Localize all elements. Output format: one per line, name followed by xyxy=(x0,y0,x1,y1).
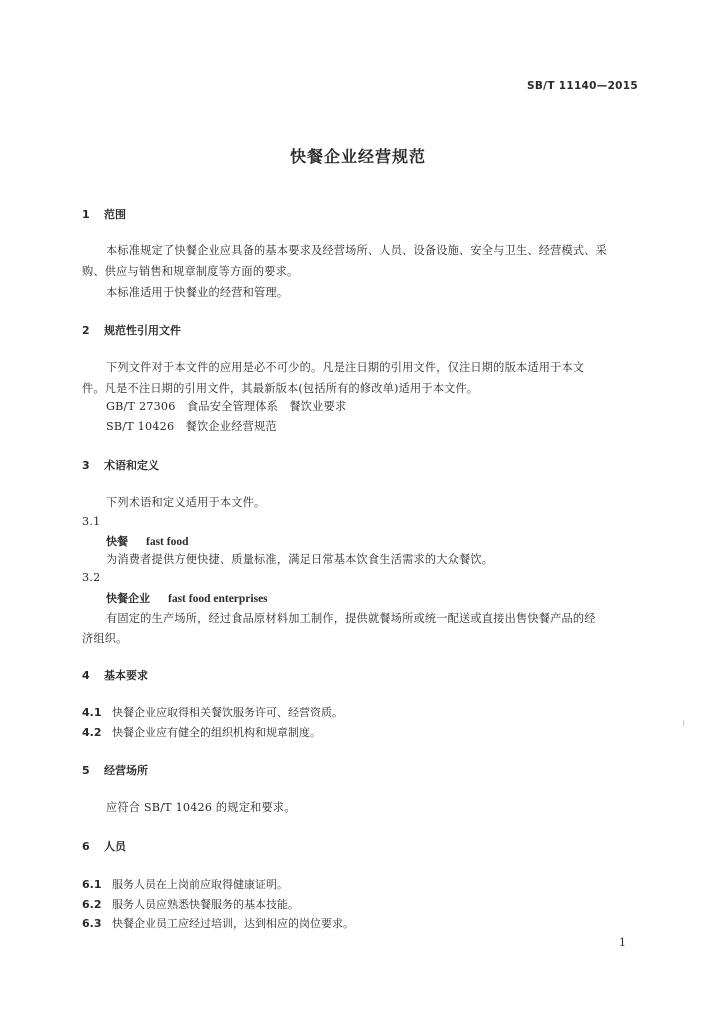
clause-6-2 xyxy=(82,896,299,912)
section-1-para-1-line-1: 本标准规定了快餐企业应具备的基本要求及经营场所、人员、设备设施、安全与卫生、经营模式、采 xyxy=(106,244,608,257)
clause-6-3-text: 快餐企业员工应经过培训，达到相应的岗位要求。 xyxy=(112,917,354,930)
scan-artifact xyxy=(683,720,684,726)
term-3-2-definition-line-2: 济组织。 xyxy=(82,632,128,645)
clause-6-1-text: 服务人员在上岗前应取得健康证明。 xyxy=(112,878,288,891)
section-5-para: 应符合 SB/T 10426 的规定和要求。 xyxy=(106,801,296,814)
standard-code: SB/T 11140—2015 xyxy=(527,80,638,92)
clause-6-3 xyxy=(82,915,354,931)
section-2-number: 2 xyxy=(82,324,90,337)
section-3-intro: 下列术语和定义适用于本文件。 xyxy=(106,496,266,509)
section-2-para-line-2: 件。凡是不注日期的引用文件，其最新版本(包括所有的修改单)适用于本文件。 xyxy=(82,382,479,395)
normative-reference-2: SB/T 10426 餐饮企业经营规范 xyxy=(106,420,277,433)
term-3-2-number: 3.2 xyxy=(82,571,101,584)
term-3-2-english: fast food enterprises xyxy=(168,593,268,605)
section-4-heading xyxy=(82,667,148,683)
clause-4-1 xyxy=(82,704,343,720)
term-3-1-definition: 为消费者提供方便快捷、质量标准，满足日常基本饮食生活需求的大众餐饮。 xyxy=(106,553,494,566)
clause-6-1-number: 6.1 xyxy=(82,878,102,891)
page-number: 1 xyxy=(619,936,626,949)
section-3-number: 3 xyxy=(82,459,90,472)
section-6-title: 人员 xyxy=(104,840,126,853)
term-3-2-definition-line-1: 有固定的生产场所，经过食品原材料加工制作，提供就餐场所或统一配送或直接出售快餐产品的经 xyxy=(106,612,596,625)
section-5-heading xyxy=(82,762,148,778)
section-3-heading xyxy=(82,457,159,473)
clause-6-1 xyxy=(82,876,288,892)
section-1-heading xyxy=(82,206,126,222)
clause-6-2-text: 服务人员应熟悉快餐服务的基本技能。 xyxy=(112,898,299,911)
section-6-number: 6 xyxy=(82,840,90,853)
term-3-1 xyxy=(106,533,189,549)
section-2-para-line-1: 下列文件对于本文件的应用是必不可少的。凡是注日期的引用文件，仅注日期的版本适用于本文 xyxy=(106,361,585,374)
clause-4-1-text: 快餐企业应取得相关餐饮服务许可、经营资质。 xyxy=(112,706,343,719)
section-4-title: 基本要求 xyxy=(104,669,148,682)
clause-6-2-number: 6.2 xyxy=(82,898,102,911)
term-3-2-chinese: 快餐企业 xyxy=(106,592,150,605)
section-6-heading xyxy=(82,838,126,854)
section-1-number: 1 xyxy=(82,208,90,221)
section-1-para-2: 本标准适用于快餐业的经营和管理。 xyxy=(106,286,289,299)
clause-4-2-number: 4.2 xyxy=(82,726,102,739)
section-1-title: 范围 xyxy=(104,208,126,221)
term-3-1-chinese: 快餐 xyxy=(106,535,128,548)
section-5-number: 5 xyxy=(82,764,90,777)
section-3-title: 术语和定义 xyxy=(104,459,159,472)
term-3-2 xyxy=(106,590,268,606)
term-3-1-english: fast food xyxy=(146,536,189,548)
clause-6-3-number: 6.3 xyxy=(82,917,102,930)
section-1-para-1-line-2: 购、供应与销售和规章制度等方面的要求。 xyxy=(82,265,299,278)
clause-4-2-text: 快餐企业应有健全的组织机构和规章制度。 xyxy=(112,726,321,739)
clause-4-1-number: 4.1 xyxy=(82,706,102,719)
term-3-1-number: 3.1 xyxy=(82,515,101,528)
section-2-heading xyxy=(82,322,181,338)
document-title: 快餐企业经营规范 xyxy=(289,147,426,166)
clause-4-2 xyxy=(82,724,321,740)
section-2-title: 规范性引用文件 xyxy=(104,324,181,337)
section-5-title: 经营场所 xyxy=(104,764,148,777)
section-4-number: 4 xyxy=(82,669,90,682)
normative-reference-1: GB/T 27306 食品安全管理体系 餐饮业要求 xyxy=(106,400,347,413)
